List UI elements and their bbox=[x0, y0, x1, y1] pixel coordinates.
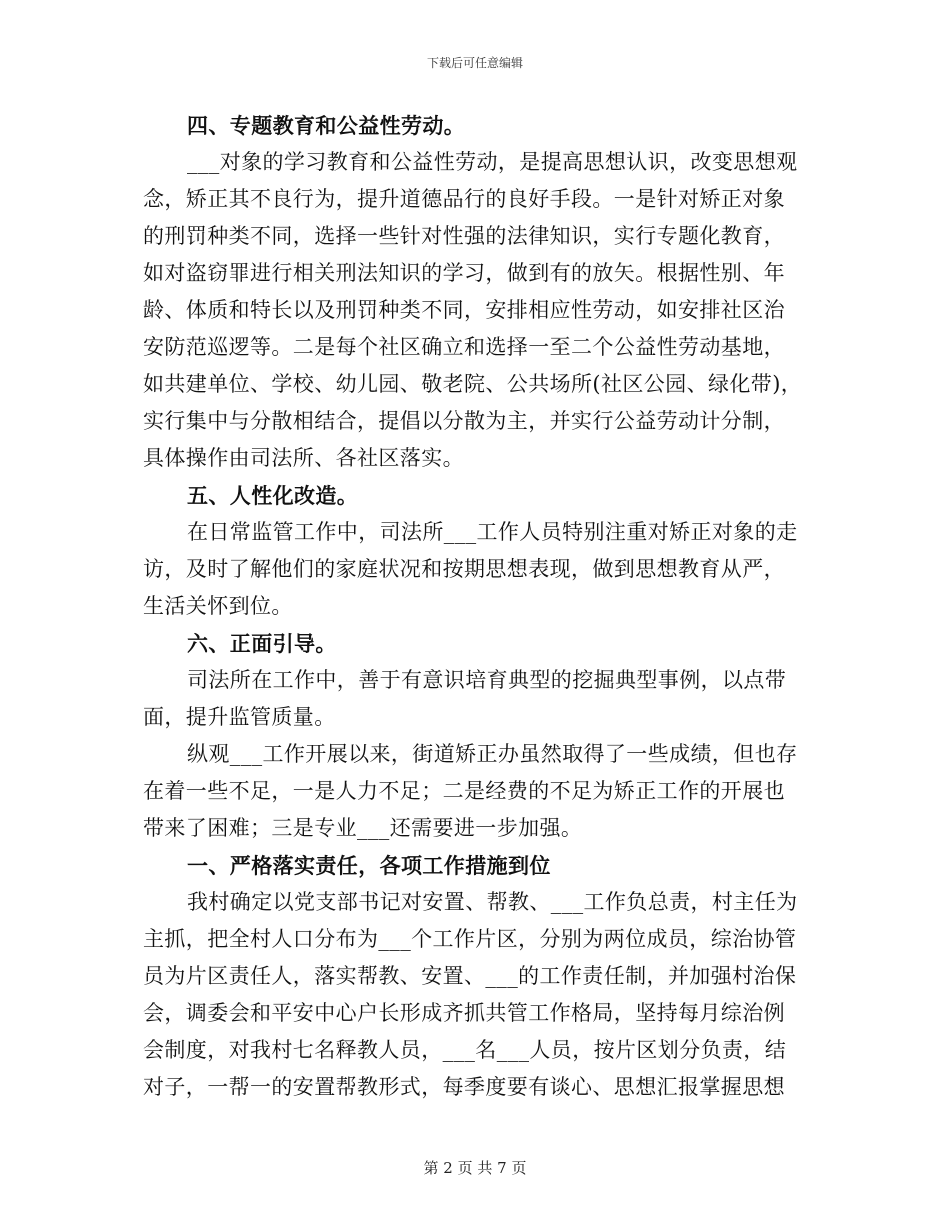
section-heading: 四、专题教育和公益性劳动。 bbox=[187, 113, 466, 138]
section-heading: 五、人性化改造。 bbox=[187, 483, 359, 508]
paragraph-first-line: 司法所在工作中，善于有意识培育典型的挖掘典型事例，以点带 bbox=[187, 668, 787, 692]
paragraph-line: 如共建单位、学校、幼儿园、敬老院、公共场所(社区公园、绿化带)， bbox=[143, 372, 803, 396]
paragraph-line: 安防范巡逻等。二是每个社区确立和选择一至二个公益性劳动基地， bbox=[143, 335, 785, 359]
paragraph-line: 生活关怀到位。 bbox=[143, 594, 293, 618]
paragraph-line: 员为片区责任人，落实帮教、安置、___的工作责任制，并加强村治保 bbox=[143, 964, 797, 988]
paragraph-line: 主抓，把全村人口分布为___个工作片区，分别为两位成员，综治协管 bbox=[143, 927, 797, 951]
paragraph-line: 实行集中与分散相结合，提倡以分散为主，并实行公益劳动计分制， bbox=[143, 409, 785, 433]
paragraph-line: 在着一些不足，一是人力不足；二是经费的不足为矫正工作的开展也 bbox=[143, 779, 785, 803]
header-note: 下载后可任意编辑 bbox=[426, 56, 523, 70]
paragraph-line: 的刑罚种类不同，选择一些针对性强的法律知识，实行专题化教育， bbox=[143, 224, 785, 248]
paragraph-first-line: 纵观___工作开展以来，街道矫正办虽然取得了一些成绩，但也存 bbox=[187, 742, 798, 766]
paragraph-first-line: 在日常监管工作中，司法所___工作人员特别注重对矫正对象的走 bbox=[187, 520, 798, 544]
section-heading: 六、正面引导。 bbox=[187, 631, 337, 656]
paragraph-line: 念，矫正其不良行为，提升道德品行的良好手段。一是针对矫正对象 bbox=[143, 187, 785, 211]
paragraph-line: 龄、体质和特长以及刑罚种类不同，安排相应性劳动，如安排社区治 bbox=[143, 298, 785, 322]
paragraph-line: 带来了困难；三是专业___还需要进一步加强。 bbox=[143, 816, 583, 840]
paragraph-first-line: ___对象的学习教育和公益性劳动，是提高思想认识，改变思想观 bbox=[187, 150, 798, 174]
paragraph-line: 会制度，对我村七名释教人员，___名___人员，按片区划分负责，结 bbox=[143, 1038, 787, 1062]
document-body bbox=[143, 107, 811, 1106]
section-heading: 一、严格落实责任，各项工作措施到位 bbox=[187, 853, 551, 878]
page-number: 第 2 页 共 7 页 bbox=[423, 1159, 527, 1177]
paragraph-line: 访，及时了解他们的家庭状况和按期思想表现，做到思想教育从严， bbox=[143, 557, 785, 581]
paragraph-line: 面，提升监管质量。 bbox=[143, 705, 336, 729]
paragraph-line: 如对盗窃罪进行相关刑法知识的学习，做到有的放矢。根据性别、年 bbox=[143, 261, 785, 285]
paragraph-line: 对子，一帮一的安置帮教形式，每季度要有谈心、思想汇报掌握思想 bbox=[143, 1075, 785, 1099]
paragraph-first-line: 我村确定以党支部书记对安置、帮教、___工作负总责，村主任为 bbox=[187, 890, 798, 914]
paragraph-line: 会，调委会和平安中心户长形成齐抓共管工作格局，坚持每月综治例 bbox=[143, 1001, 785, 1025]
paragraph-line: 具体操作由司法所、各社区落实。 bbox=[143, 446, 464, 470]
